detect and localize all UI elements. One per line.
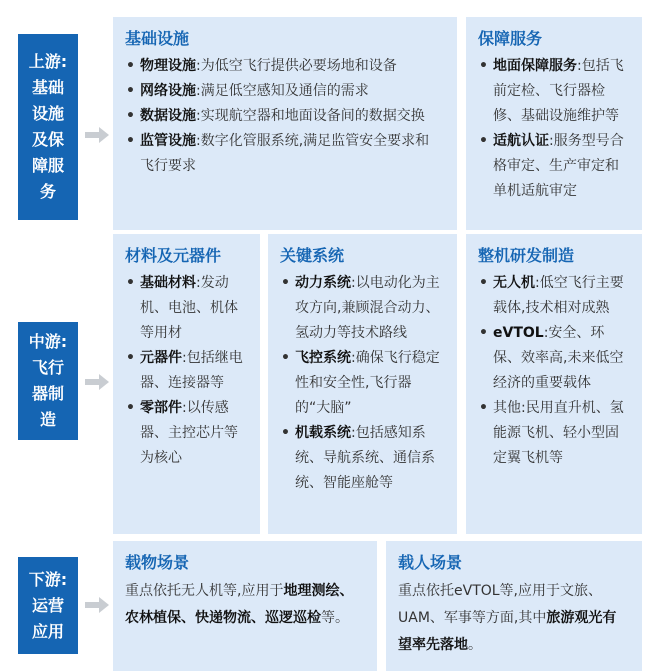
midstream-label <box>18 322 78 440</box>
materials-components-title: 材料及元器件 <box>125 246 222 265</box>
list-item: • 基础材料:发动机、电池、机体等用材 <box>125 271 246 346</box>
support-services-box <box>466 17 642 230</box>
cargo-scenario-title: 载物场景 <box>125 553 190 572</box>
list-item: • 动力系统:以电动化为主攻方向,兼顾混合动力、氢动力等技术路线 <box>280 271 443 346</box>
list-item: • 飞控系统:确保飞行稳定性和安全性,飞行器的“大脑” <box>280 346 443 421</box>
list-item: • 元器件:包括继电器、连接器等 <box>125 346 246 396</box>
tier-label-line: 器制 <box>31 384 64 403</box>
tier-label-line: 务 <box>39 182 56 201</box>
aircraft-manufacturing-box <box>466 234 642 534</box>
aircraft-manufacturing-title: 整机研发制造 <box>478 246 575 265</box>
arrow-right-icon <box>85 596 109 614</box>
tier-label-line: 造 <box>39 410 56 429</box>
tier-label-line: 运营 <box>31 595 64 615</box>
upstream-label <box>18 34 78 220</box>
tier-label-line: 障服 <box>31 156 64 175</box>
tier-label-line: 设施 <box>31 104 64 123</box>
list-item: • 网络设施:满足低空感知及通信的需求 <box>125 79 443 104</box>
infrastructure-title: 基础设施 <box>125 29 190 48</box>
list-item: • eVTOL:安全、环保、效率高,未来低空经济的重要载体 <box>478 321 628 396</box>
list-item: • 零部件:以传感器、主控芯片等为核心 <box>125 396 246 471</box>
infrastructure-box <box>113 17 457 230</box>
tier-label-line: 及保 <box>31 130 64 149</box>
tier-label-line: 基础 <box>31 78 64 97</box>
arrow-right-icon <box>85 373 109 391</box>
tier-label-line: 中游: <box>28 332 68 351</box>
list-item: • 其他:民用直升机、氢能源飞机、轻小型固定翼飞机等 <box>478 396 628 471</box>
cargo-scenario-text: 重点依托无人机等,应用于地理测绘、农林植保、快递物流、巡逻巡检等。 <box>125 583 354 626</box>
list-item: • 物理设施:为低空飞行提供必要场地和设备 <box>125 54 443 79</box>
materials-components-box <box>113 234 260 534</box>
cargo-scenario-box <box>113 541 377 671</box>
passenger-scenario-title: 载人场景 <box>398 553 463 572</box>
passenger-scenario-box <box>386 541 642 671</box>
passenger-scenario-text: 重点依托eVTOL等,应用于文旅、UAM、军事等方面,其中旅游观光有望率先落地。 <box>398 583 617 653</box>
downstream-label <box>18 557 78 654</box>
key-systems-title: 关键系统 <box>280 246 345 265</box>
list-item: • 适航认证:服务型号合格审定、生产审定和单机适航审定 <box>478 129 628 204</box>
tier-label-line: 应用 <box>31 621 64 641</box>
tier-label-line: 上游: <box>28 52 68 71</box>
key-systems-box <box>268 234 457 534</box>
tier-label-line: 下游: <box>28 569 68 589</box>
list-item: • 数据设施:实现航空器和地面设备间的数据交换 <box>125 104 443 129</box>
list-item: • 地面保障服务:包括飞前定检、飞行器检修、基础设施维护等 <box>478 54 628 129</box>
list-item: • 无人机:低空飞行主要载体,技术相对成熟 <box>478 271 628 321</box>
support-services-title: 保障服务 <box>478 29 543 48</box>
tier-label-line: 飞行 <box>31 358 64 377</box>
list-item: • 机载系统:包括感知系统、导航系统、通信系统、智能座舱等 <box>280 421 443 496</box>
arrow-right-icon <box>85 126 109 144</box>
list-item: • 监管设施:数字化管服系统,满足监管安全要求和飞行要求 <box>125 129 443 179</box>
